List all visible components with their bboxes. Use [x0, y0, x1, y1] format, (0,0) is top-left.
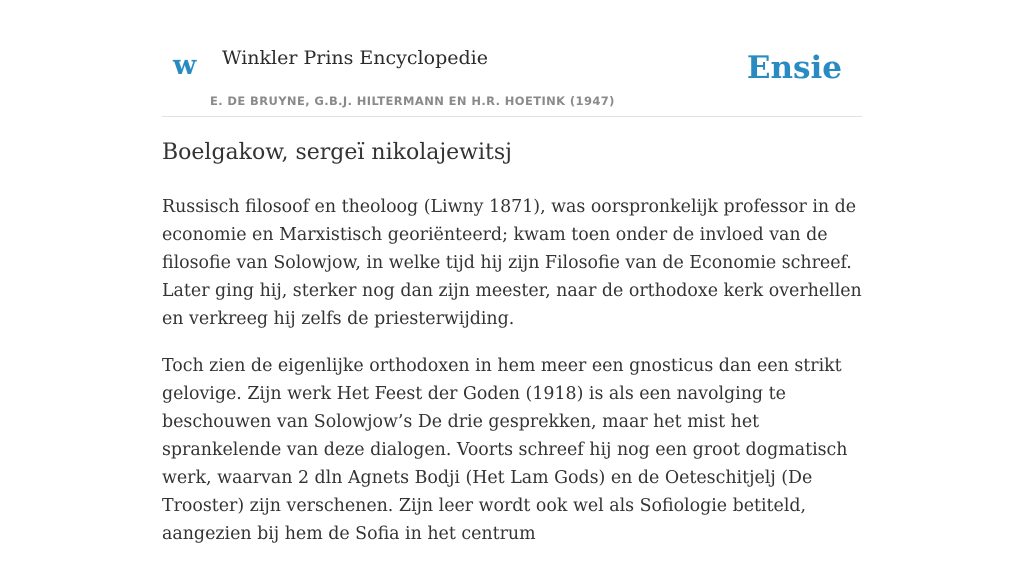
page-header [162, 0, 862, 117]
publication-title[interactable]: Winkler Prins Encyclopedie [222, 47, 488, 69]
article-paragraph: Toch zien de eigenlijke orthodoxen in hem meer een gnosticus dan een strikt gelovige. Zijn werk Het Feest der Goden (1918) is als een navolging te beschouwen van Solowjow’s De drie gesprekken, maar het mist het sprankelende van deze dialogen. Voorts schreef hij nog een groot dogmatisch werk, waarvan 2 dln Agnets Bodji (Het Lam Gods) en de Oeteschitjelj (De Trooster) zijn verschenen. Zijn leer wordt ook wel als Sofiologie betiteld, aangezien bij hem de Sofia in het centrum [162, 356, 848, 544]
publication-logo[interactable]: w [173, 50, 197, 81]
ensie-logo-link[interactable]: Ensie [746, 50, 842, 86]
publication-authors: E. DE BRUYNE, G.B.J. HILTERMANN EN H.R. HOETINK (1947) [210, 94, 615, 108]
article-title: Boelgakow, sergeï nikolajewitsj [162, 140, 513, 165]
article-paragraph: Russisch filosoof en theoloog (Liwny 1871), was oorspronkelijk professor in de economie en Marxistisch georiënteerd; kwam toen onder de invloed van de filosofie van Solowjow, in welke tijd hij zijn Filosofie van de Economie schreef. Later ging hij, sterker nog dan zijn meester, naar de orthodoxe kerk overhellen en verkreeg hij zelfs de priesterwijding. [162, 197, 862, 329]
article-body [162, 193, 862, 567]
